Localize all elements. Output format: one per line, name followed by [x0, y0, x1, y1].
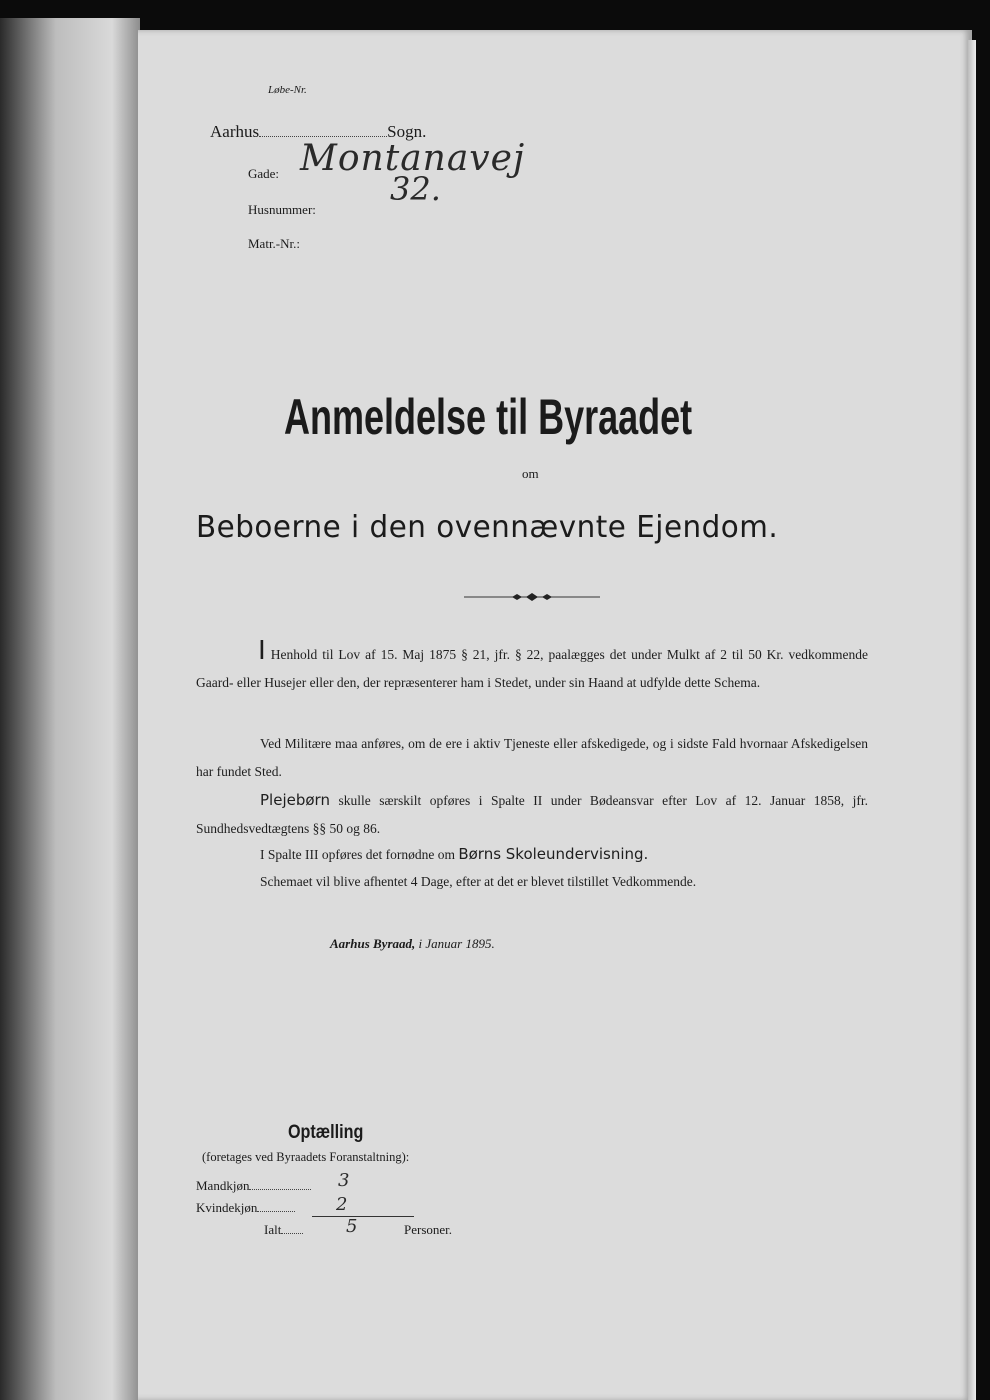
signature-line: [330, 936, 495, 952]
persons-label: Personer.: [404, 1222, 453, 1237]
husnummer-handwritten: 32.: [390, 170, 441, 208]
signature-org: Aarhus Byraad,: [330, 936, 416, 951]
title-om: om: [522, 466, 539, 481]
city-name: Aarhus: [210, 122, 260, 141]
male-row: [196, 1178, 311, 1194]
sum-line: [312, 1216, 414, 1217]
husnummer-label: Husnummer:: [248, 202, 316, 217]
ornament-divider: [464, 590, 600, 604]
total-label: Ialt: [264, 1222, 282, 1237]
matr-label: Matr.-Nr.:: [248, 236, 300, 251]
female-value: 2: [336, 1194, 348, 1215]
sogn-dotted-line: [259, 136, 387, 137]
left-page: [0, 18, 140, 1400]
paragraph-4-text: I Spalte III opføres det fornødne om: [260, 847, 459, 862]
gade-handwritten: Montanavej: [300, 138, 526, 179]
male-label: Mandkjøn: [196, 1178, 250, 1193]
main-title: Anmeldelse til Byraadet: [284, 389, 693, 445]
instruction-paragraph-4: [196, 840, 868, 869]
signature-date: i Januar 1895.: [415, 936, 495, 951]
total-dots: [281, 1233, 303, 1234]
paragraph-3-text: skulle særskilt opføres i Spalte II under Bødeansvar efter Lov af 12. Januar 1858, jfr. Sundhedsvedtægtens §§ 50 og 86.: [196, 793, 868, 836]
instruction-paragraph-2: [196, 730, 868, 786]
paragraph-5-text: Schemaet vil blive afhentet 4 Dage, efter at det er blevet tilstillet Vedkommende.: [260, 874, 697, 889]
male-dots: [249, 1189, 311, 1190]
female-row: [196, 1200, 295, 1216]
total-value: 5: [346, 1216, 358, 1237]
count-note: (foretages ved Byraadets Foranstaltning):: [202, 1150, 410, 1164]
sogn-label: Sogn.: [387, 122, 427, 141]
subtitle: Beboerne i den ovennævnte Ejendom.: [196, 510, 779, 545]
drop-initial: I: [258, 634, 266, 665]
total-row: [264, 1222, 303, 1238]
gade-label: Gade:: [248, 166, 280, 181]
count-title: Optælling: [288, 1122, 364, 1143]
lobe-nr-label: Løbe-Nr.: [268, 84, 307, 96]
female-label: Kvindekjøn: [196, 1200, 258, 1215]
instruction-paragraph-5: [196, 868, 868, 896]
plejeborn-lead: Plejebørn: [260, 791, 330, 809]
instruction-paragraph-1: [196, 634, 868, 697]
page-edge: [968, 40, 976, 1400]
paragraph-1-text: Henhold til Lov af 15. Maj 1875 § 21, jfr. § 22, paalægges det under Mulkt af 2 til 50 Kr. vedkommende Gaard- eller Husejer eller den, der repræsenterer ham i Stedet, under sin Haand at udfylde dette Schema.: [196, 647, 868, 690]
paragraph-2-text: Ved Militære maa anføres, om de ere i aktiv Tjeneste eller afskedigede, og i sidste Fald hvornaar Afskedigelsen har fundet Sted.: [196, 736, 868, 779]
male-value: 3: [338, 1170, 350, 1191]
skoleundervisning-emphasis: Børns Skoleundervisning.: [458, 845, 649, 863]
instruction-paragraph-3: [196, 786, 868, 843]
female-dots: [257, 1211, 295, 1212]
